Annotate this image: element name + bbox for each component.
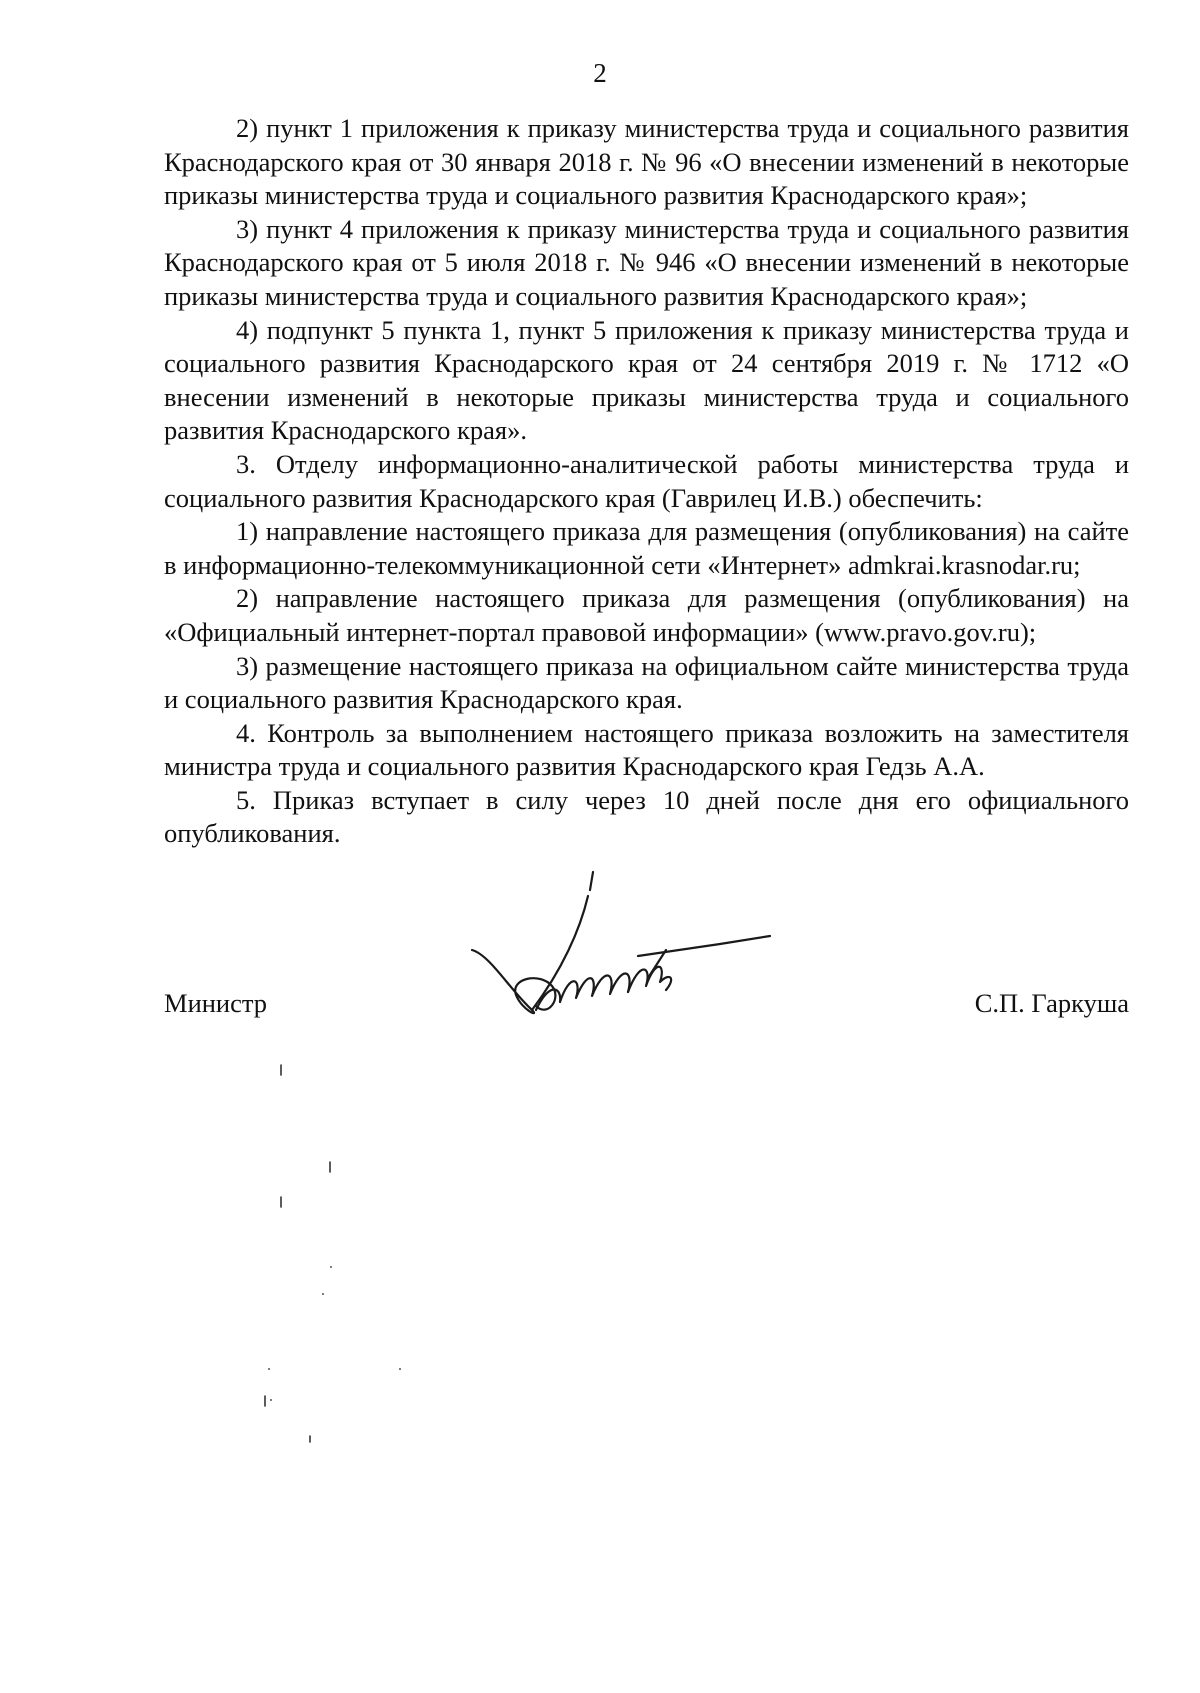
paragraph-item-4: 4) подпункт 5 пункта 1, пункт 5 приложения к приказу министерства труда и социального развития Краснодарского края от 24 сентября 2019 г. № 1712 «О внесении изменений в некоторые приказы министерства труда и социального развития Краснодарского края».	[164, 314, 1129, 446]
signatory-name: С.П. Гаркуша	[974, 988, 1129, 1018]
paragraph-subitem-3: 3) размещение настоящего приказа на официальном сайте министерства труда и социального развития Краснодарского края.	[164, 650, 1129, 715]
paragraph-item-3: 3) пункт 4 приложения к приказу министерства труда и социального развития Краснодарского края от 5 июля 2018 г. № 946 «О внесении изменений в некоторые приказы министерства труда и социального развития Краснодарского края»;	[164, 213, 1129, 311]
paragraph-section-4: 4. Контроль за выполнением настоящего приказа возложить на заместителя министра труда и социального развития Краснодарского края Гедзь А.А.	[164, 717, 1129, 782]
document-body	[164, 112, 1129, 851]
paragraph-subitem-1: 1) направление настоящего приказа для размещения (опубликования) на сайте в информационно-телекоммуникационной сети «Интернет» admkrai.krasnodar.ru;	[164, 516, 1129, 580]
signature-block	[164, 986, 1129, 1026]
paragraph-section-3: 3. Отделу информационно-аналитической работы министерства труда и социального развития Краснодарского края (Гаврилец И.В.) обеспечить:	[164, 448, 1129, 513]
paragraph-section-5: 5. Приказ вступает в силу через 10 дней после дня его официального опубликования.	[164, 784, 1129, 849]
page-number: 2	[593, 58, 607, 88]
paragraph-subitem-2: 2) направление настоящего приказа для размещения (опубликования) на «Официальный интернет-портал правовой информации» (www.pravo.gov.ru);	[164, 583, 1129, 647]
handwritten-signature	[470, 860, 790, 1060]
signatory-position: Министр	[164, 988, 268, 1018]
paragraph-item-2: 2) пункт 1 приложения к приказу министерства труда и социального развития Краснодарского края от 30 января 2018 г. № 96 «О внесении изменений в некоторые приказы министерства труда и социального развития Краснодарского края»;	[164, 113, 1129, 211]
